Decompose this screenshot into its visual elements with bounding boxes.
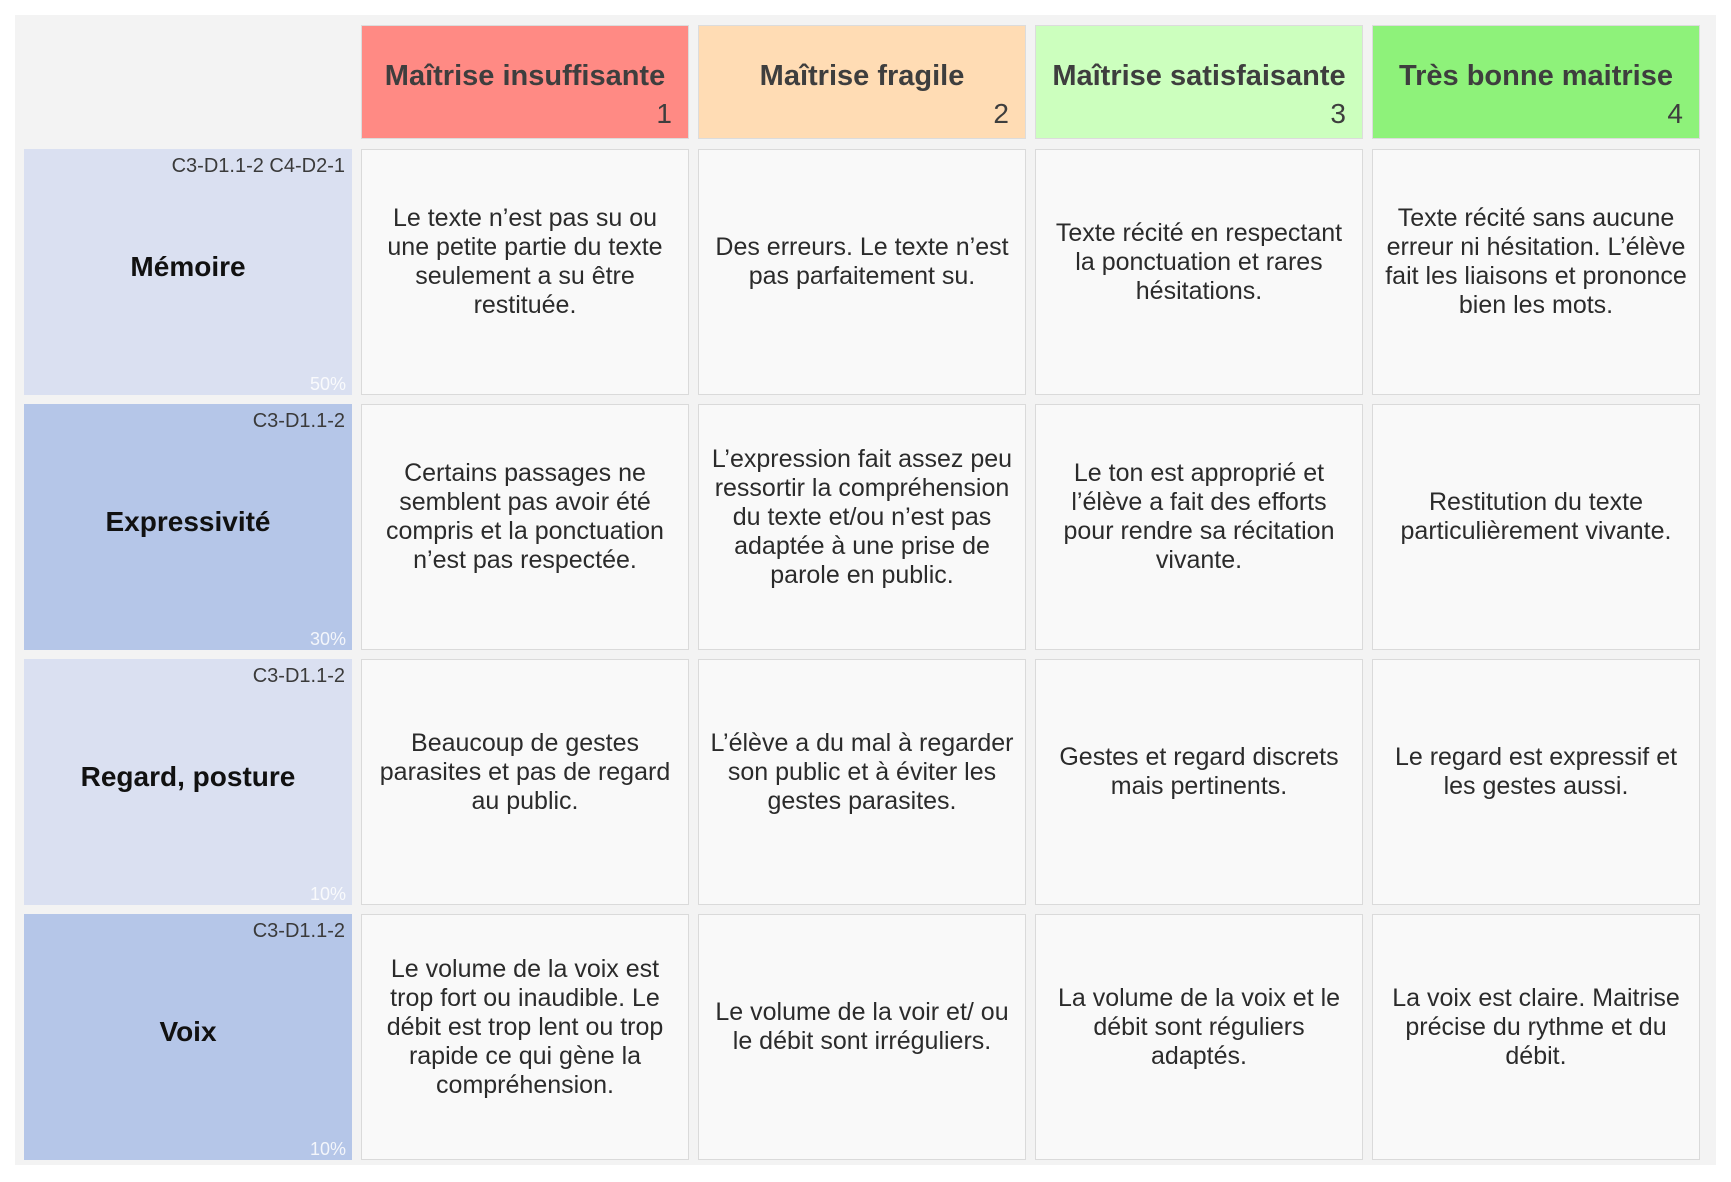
descriptor-text: L’expression fait assez peu ressortir la compréhension du texte et/ou n’est pas adaptée à une prise de parole en public.: [711, 444, 1013, 589]
level-title: Maîtrise satisfaisante: [1052, 60, 1346, 92]
descriptor-text: Gestes et regard discrets mais pertinents.: [1059, 743, 1339, 800]
criterion-weight: 50%: [309, 374, 346, 394]
descriptor-text: Le ton est approprié et l’élève a fait des efforts pour rendre sa récitation vivante.: [1063, 459, 1335, 574]
level-number: 3: [1330, 98, 1346, 129]
descriptor-text: Des erreurs. Le texte n’est pas parfaitement su.: [715, 233, 1009, 290]
criterion-name: Mémoire: [130, 251, 246, 282]
level-title: Maîtrise fragile: [759, 60, 965, 92]
descriptor-text: Restitution du texte particulièrement vivante.: [1400, 488, 1672, 545]
descriptor-cell: [1372, 659, 1700, 905]
descriptor-cell: [1035, 659, 1363, 905]
criterion-expressivite: [24, 404, 352, 650]
descriptor-cell: [1035, 149, 1363, 395]
level-header-2: [698, 25, 1026, 139]
descriptor-cell: [361, 914, 689, 1160]
descriptor-cell: [698, 149, 1026, 395]
descriptor-text: Beaucoup de gestes parasites et pas de regard au public.: [379, 728, 671, 815]
descriptor-text: La voix est claire. Maitrise précise du rythme et du débit.: [1392, 983, 1680, 1070]
criterion-weight: 10%: [309, 884, 346, 904]
criterion-regard-posture: [24, 659, 352, 905]
descriptor-text: L’élève a du mal à regarder son public et à éviter les gestes parasites.: [710, 728, 1014, 815]
level-number: 4: [1667, 98, 1683, 129]
descriptor-cell: [698, 659, 1026, 905]
descriptor-cell: [698, 914, 1026, 1160]
descriptor-cell: [1035, 914, 1363, 1160]
descriptor-cell: [698, 404, 1026, 650]
level-number: 2: [993, 98, 1009, 129]
criterion-weight: 10%: [309, 1139, 346, 1159]
descriptor-text: Texte récité sans aucune erreur ni hésitation. L’élève fait les liaisons et prononce bien les mots.: [1385, 204, 1687, 319]
level-header-1: [361, 25, 689, 139]
level-number: 1: [656, 98, 672, 129]
descriptor-cell: [361, 149, 689, 395]
level-title: Maîtrise insuffisante: [384, 60, 666, 92]
descriptor-cell: [1035, 404, 1363, 650]
descriptor-text: La volume de la voix et le débit sont réguliers adaptés.: [1057, 983, 1341, 1070]
criterion-code: C3-D1.1-2 C4-D2-1: [171, 155, 345, 177]
descriptor-text: Le texte n’est pas su ou une petite partie du texte seulement a su être restituée.: [387, 204, 663, 319]
criterion-name: Voix: [159, 1016, 217, 1047]
descriptor-text: Le volume de la voir et/ ou le débit sont irréguliers.: [715, 998, 1009, 1055]
criterion-memoire: [24, 149, 352, 395]
criterion-name: Expressivité: [105, 506, 271, 537]
descriptor-cell: [361, 659, 689, 905]
descriptor-cell: [1372, 149, 1700, 395]
descriptor-text: Le regard est expressif et les gestes aussi.: [1394, 743, 1678, 800]
descriptor-text: Texte récité en respectant la ponctuation et rares hésitations.: [1055, 218, 1343, 305]
level-header-3: [1035, 25, 1363, 139]
criterion-name: Regard, posture: [80, 761, 296, 792]
descriptor-cell: [1372, 404, 1700, 650]
level-header-4: [1372, 25, 1700, 139]
criterion-voix: [24, 914, 352, 1160]
level-title: Très bonne maitrise: [1399, 60, 1673, 92]
criterion-code: C3-D1.1-2: [252, 665, 345, 687]
descriptor-text: Le volume de la voix est trop fort ou inaudible. Le débit est trop lent ou trop rapide ce qui gène la compréhension.: [386, 954, 664, 1099]
descriptor-text: Certains passages ne semblent pas avoir été compris et la ponctuation n’est pas respectée.: [386, 459, 664, 574]
descriptor-cell: [1372, 914, 1700, 1160]
criterion-weight: 30%: [309, 629, 346, 649]
criterion-code: C3-D1.1-2: [252, 410, 345, 432]
criterion-code: C3-D1.1-2: [252, 920, 345, 942]
rubric-grid: [15, 15, 1716, 1165]
descriptor-cell: [361, 404, 689, 650]
